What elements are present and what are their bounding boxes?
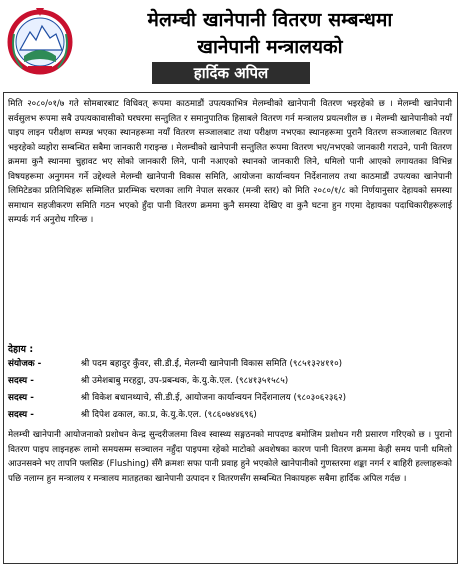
member-row — [8, 390, 452, 406]
notice-paragraph-1: मिति २०८०/०१/७ गते सोमबारबाट विधिवत् रूपमा काठमाडौं उपत्यकाभित्र मेलम्चीको खानेपानी वितरण भइरहेको छ । मेलम्ची खानेपानी सर्वसुलभ रूपमा सबै उपत्यकावासीको घरघरमा सन्तुलित र समानुपातिक हिसाबले वितरण गर्न मन्त्रालय प्रयत्नशील छ । मेलम्ची खानेपानीको नयाँ पाइप लाइन परीक्षण सम्पन्न भएका स्थानहरूमा नयाँ वितरण सञ्जालबाट तथा परीक्षण नभएका स्थानहरूमा पुरानै वितरण सञ्जालबाट वितरण भइरहेको व्यहोरा सम्बन्धित सबैमा जानकारी गराइन्छ । मेलम्चीको खानेपानी सन्तुलित रूपमा वितरण भए/नभएको जानकारी गराउने, पानी वितरण क्रममा कुनै स्थानमा चुहावट भए सोको जानकारी लिने, पानी नआएको स्थानको जानकारी लिने, धमिलो पानी आएको लगायतका विभिन्न विषयहरूमा अनुगमन गर्ने उद्देश्यले मेलम्ची खानेपानी विकास समिति, आयोजना कार्यान्वयन निर्देशनालय तथा काठमाडौं उपत्यका खानेपानी लिमिटेडका प्रतिनिधिहरू सम्मिलित प्रारम्भिक चरणका लागि नेपाल सरकार (मन्त्री स्तर) को मिति २०८०/१/८ को निर्णयानुसार देहायको समस्या समाधान सहजीकरण समिति गठन भएको हुँदा पानी वितरण क्रममा कुनै समस्या देखिए वा कुनै घटना हुन गएमा देहायका पदाधिकारीहरूलाई सम्पर्क गर्न अनुरोध गरिन्छ । — [8, 99, 452, 225]
member-details: श्री दिपेश ढकाल, का.प्र, के.यु.के.एल. (९८६०७४४६९६) — [80, 410, 257, 420]
page-title: मेलम्ची खानेपानी वितरण सम्बन्धमा — [147, 9, 393, 31]
member-row — [8, 407, 452, 423]
member-row — [8, 356, 452, 372]
nepal-government-emblem-icon — [6, 4, 74, 76]
member-details: श्री पदम बहादुर कुँवर, सी.डी.ई, मेलम्ची खानेपानी विकास समिति (९८५१३२४११०) — [80, 359, 343, 369]
page-subtitle: खानेपानी मन्त्रालयको — [197, 36, 343, 58]
member-row — [8, 373, 452, 389]
member-details: श्री विकेश बधानथ्याचे, सी.डी.ई, आयोजना कार्यान्वयन निर्देशनालय (९८०३०६२३६२) — [80, 393, 347, 403]
notice-paragraph-2: मेलम्ची खानेपानी आयोजनाको प्रशोधन केन्द्र सुन्दरीजलमा विश्व स्वास्थ्य सङ्गठनको मापदण्ड बमोजिम प्रशोधन गरी प्रसारण गरिएको छ । पुरानो वितरण पाइप लाइनहरू लामो समयसम्म सञ्चालन नहुँदा पाइपमा रहेको माटोको अवशेषका कारण पानी वितरण क्रममा केही समय पानी धमिलो आउनसक्ने भए तापनि फ्लसिङ (Flushing) सँगै क्रमशः सफा पानी प्रवाह हुने भएकोले खानेपानीको गुणस्तरमा शङ्का नगर्न र बाहिरी हल्लाहरूको पछि नलाग्न हुन मन्त्रालय र मन्त्रालय मातहतका खानेपानी उत्पादन र वितरणसँग सम्बन्धित निकायहरू सबैमा हार्दिक अपिल गर्दछ । — [8, 430, 452, 484]
header — [0, 0, 465, 90]
appeal-banner: हार्दिक अपिल — [152, 62, 310, 84]
member-role: सदस्य - — [8, 393, 34, 403]
member-details: श्री उमेशबाबु मरहट्ठा, उप-प्रबन्धक, के.यु.के.एल. (९८४१३५१५८५) — [80, 376, 289, 386]
member-role: सदस्य - — [8, 376, 34, 386]
member-role: संयोजक - — [8, 359, 42, 369]
members-heading: देहाय : — [8, 344, 34, 355]
member-role: सदस्य - — [8, 410, 34, 420]
